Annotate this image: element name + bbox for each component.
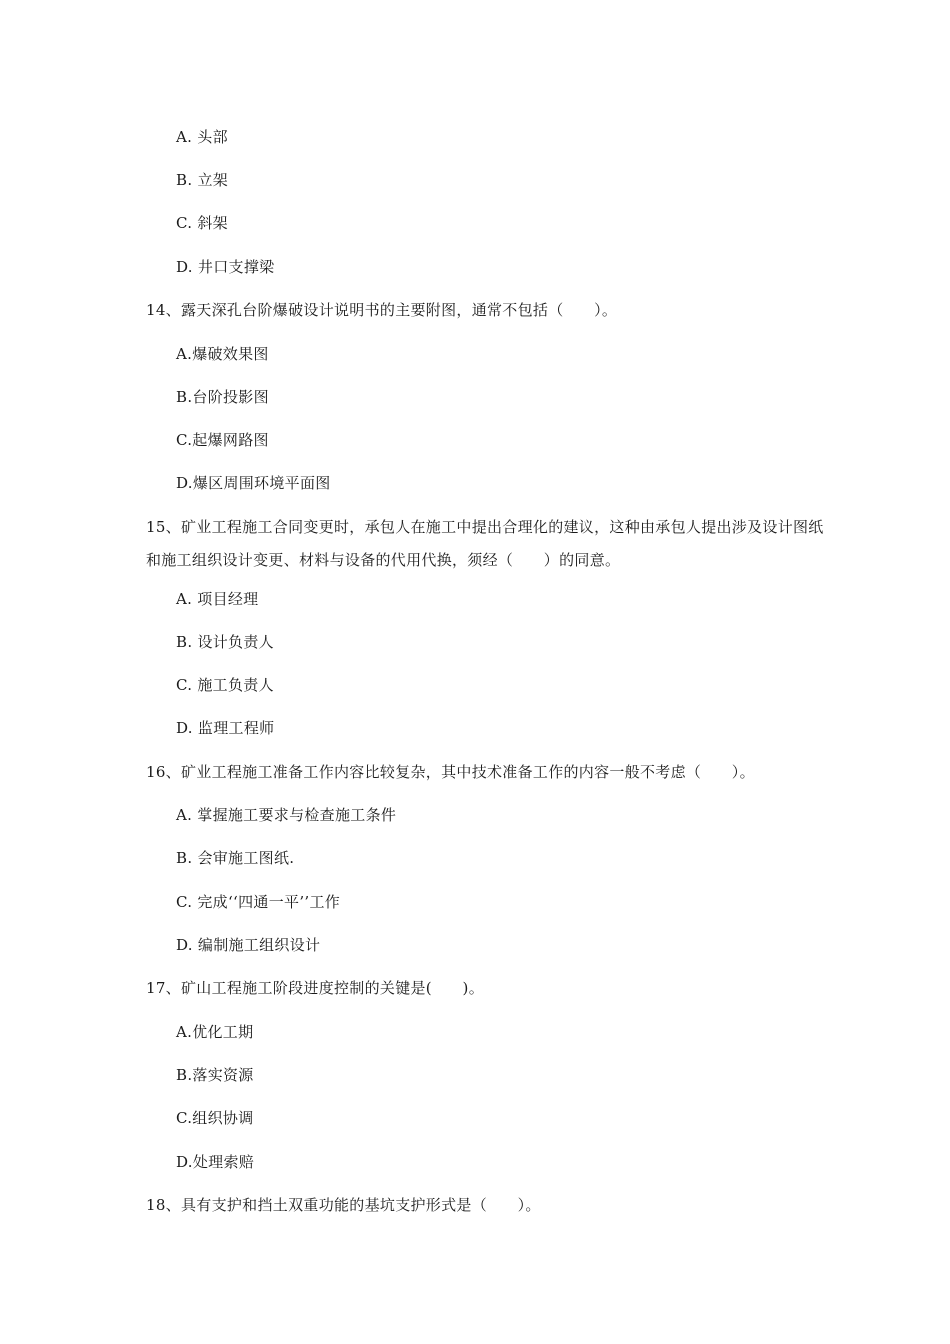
q15-stem: 15、矿业工程施工合同变更时，承包人在施工中提出合理化的建议，这种由承包人提出涉及设计图纸和施工组织设计变更、材料与设备的代用代换，须经（ ）的同意。 — [146, 518, 824, 569]
q14-option-a: A.爆破效果图 — [176, 345, 269, 363]
q15-option-c: C. 施工负责人 — [176, 676, 274, 694]
q16-option-d: D. 编制施工组织设计 — [176, 936, 321, 954]
q15-option-a: A. 项目经理 — [176, 590, 259, 608]
q17-option-c: C.组织协调 — [176, 1109, 254, 1127]
q13-option-c: C. 斜架 — [176, 214, 228, 232]
q16-option-a: A. 掌握施工要求与检查施工条件 — [176, 806, 397, 824]
q14-option-d: D.爆区周围环境平面图 — [176, 474, 331, 492]
q13-option-d: D. 井口支撑梁 — [176, 258, 275, 276]
q16-option-b: B. 会审施工图纸. — [176, 849, 295, 867]
q13-option-b: B. 立架 — [176, 171, 229, 189]
q13-option-a: A. 头部 — [176, 128, 228, 146]
q16-stem: 16、矿业工程施工准备工作内容比较复杂，其中技术准备工作的内容一般不考虑（ ）。 — [146, 763, 755, 781]
q18-stem: 18、具有支护和挡土双重功能的基坑支护形式是（ ）。 — [146, 1196, 541, 1214]
q17-option-b: B.落实资源 — [176, 1066, 254, 1084]
q15-option-d: D. 监理工程师 — [176, 719, 275, 737]
q17-option-a: A.优化工期 — [176, 1023, 254, 1041]
q14-option-b: B.台阶投影图 — [176, 388, 269, 406]
q14-stem: 14、露天深孔台阶爆破设计说明书的主要附图，通常不包括（ ）。 — [146, 301, 618, 319]
q17-option-d: D.处理索赔 — [176, 1153, 255, 1171]
q15-option-b: B. 设计负责人 — [176, 633, 274, 651]
q17-stem: 17、矿山工程施工阶段进度控制的关键是( )。 — [146, 979, 484, 997]
q14-option-c: C.起爆网路图 — [176, 431, 269, 449]
q16-option-c: C. 完成‘‘四通一平’’工作 — [176, 893, 341, 911]
